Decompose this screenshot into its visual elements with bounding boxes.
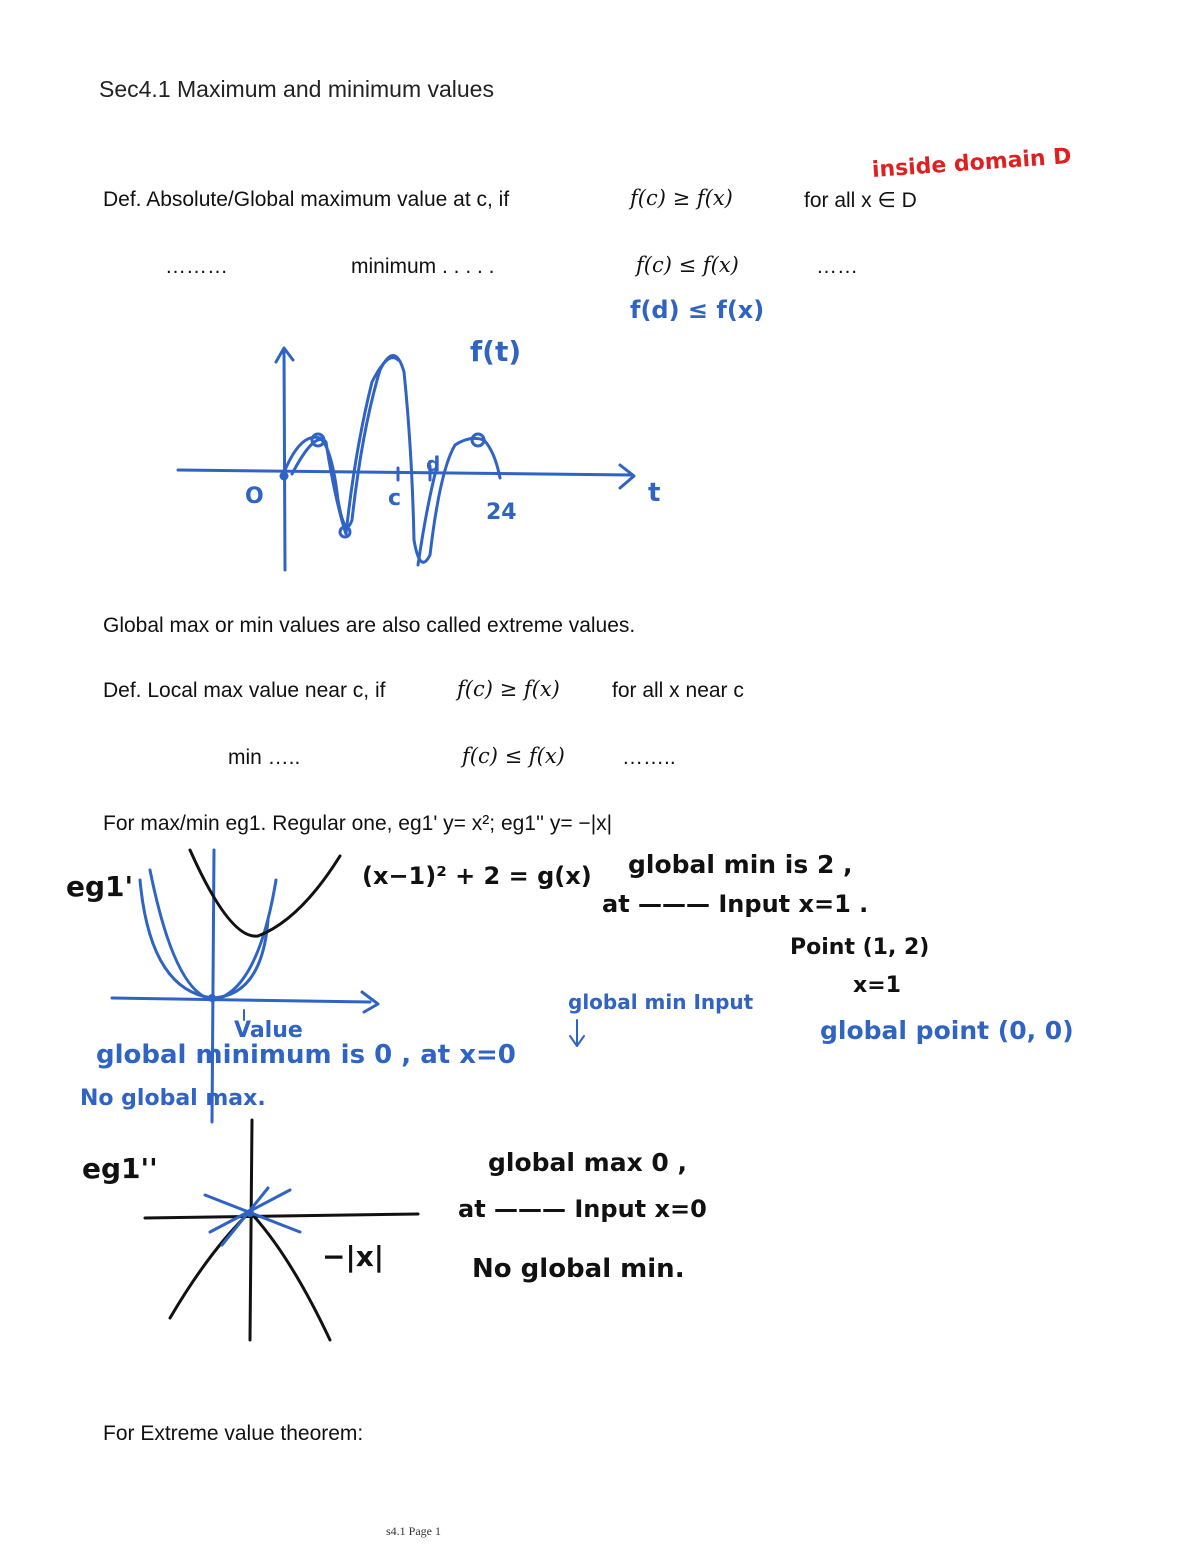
f-d-inequality: f(d) ≤ f(x)	[630, 296, 765, 324]
def-local-min-formula: f(c) ≤ f(x)	[462, 744, 565, 768]
def-local-formula: f(c) ≥ f(x)	[457, 677, 560, 701]
def-global-suffix: for all x ∈ D	[804, 189, 917, 212]
global-min-0-note: global minimum is 0 , at x=0	[96, 1040, 516, 1070]
global-extreme-note: Global max or min values are also called extreme values.	[103, 614, 636, 637]
global-min-input-label: global min Input	[568, 990, 754, 1014]
def-local-min-dots: ……..	[622, 746, 676, 769]
sketch3-x-axis	[145, 1214, 418, 1218]
eg1pp-label: eg1''	[82, 1152, 158, 1185]
def-local-suffix: for all x near c	[612, 679, 744, 702]
def-global-min-dots-left: ………	[165, 255, 228, 278]
def-global-min-formula: f(c) ≤ f(x)	[636, 253, 739, 277]
no-global-max-note: No global max.	[80, 1086, 266, 1111]
shifted-function-label: (x−1)² + 2 = g(x)	[362, 862, 592, 890]
def-global-prefix: Def. Absolute/Global maximum value at c, if	[103, 188, 510, 211]
neg-abs-label: −|x|	[322, 1240, 384, 1273]
global-point-note: global point (0, 0)	[820, 1016, 1074, 1045]
page-footer: s4.1 Page 1	[386, 1524, 441, 1538]
at-input-0-note: at ——— Input x=0	[458, 1195, 707, 1223]
point-1-2-note: Point (1, 2)	[790, 935, 930, 960]
no-global-min-note: No global min.	[472, 1254, 685, 1284]
evt-heading: For Extreme value theorem:	[103, 1422, 364, 1445]
at-input-1-note: at ——— Input x=1 .	[602, 890, 869, 918]
graph1-t-label: t	[648, 478, 661, 508]
graph1-ft-label: f(t)	[470, 335, 522, 368]
graph1-d-label: d	[426, 452, 441, 476]
sketch3-vertex-dot	[246, 1209, 254, 1217]
def-local-prefix: Def. Local max value near c, if	[103, 679, 386, 702]
page-title: Sec4.1 Maximum and minimum values	[99, 76, 494, 102]
eg1p-label: eg1'	[66, 870, 134, 903]
sketch3-y-axis	[250, 1120, 252, 1340]
def-global-min-word: minimum . . . . .	[351, 255, 495, 278]
def-global-min-dots-right: ……	[816, 255, 858, 278]
graph1-origin-label: O	[245, 484, 264, 509]
global-min-2-note: global min is 2 ,	[628, 850, 853, 879]
global-max-0-note: global max 0 ,	[488, 1148, 688, 1177]
graph1-24-label: 24	[486, 500, 517, 525]
x-eq-1-note: x=1	[853, 973, 901, 998]
examples-line: For max/min eg1. Regular one, eg1' y= x²; eg1'' y= −|x|	[103, 812, 613, 835]
def-local-min-word: min …..	[228, 746, 301, 769]
value-label: Value	[234, 1018, 303, 1043]
graph1-c-label: c	[388, 486, 402, 511]
def-global-formula: f(c) ≥ f(x)	[630, 186, 733, 210]
inside-domain-note: inside domain D	[871, 144, 1073, 183]
